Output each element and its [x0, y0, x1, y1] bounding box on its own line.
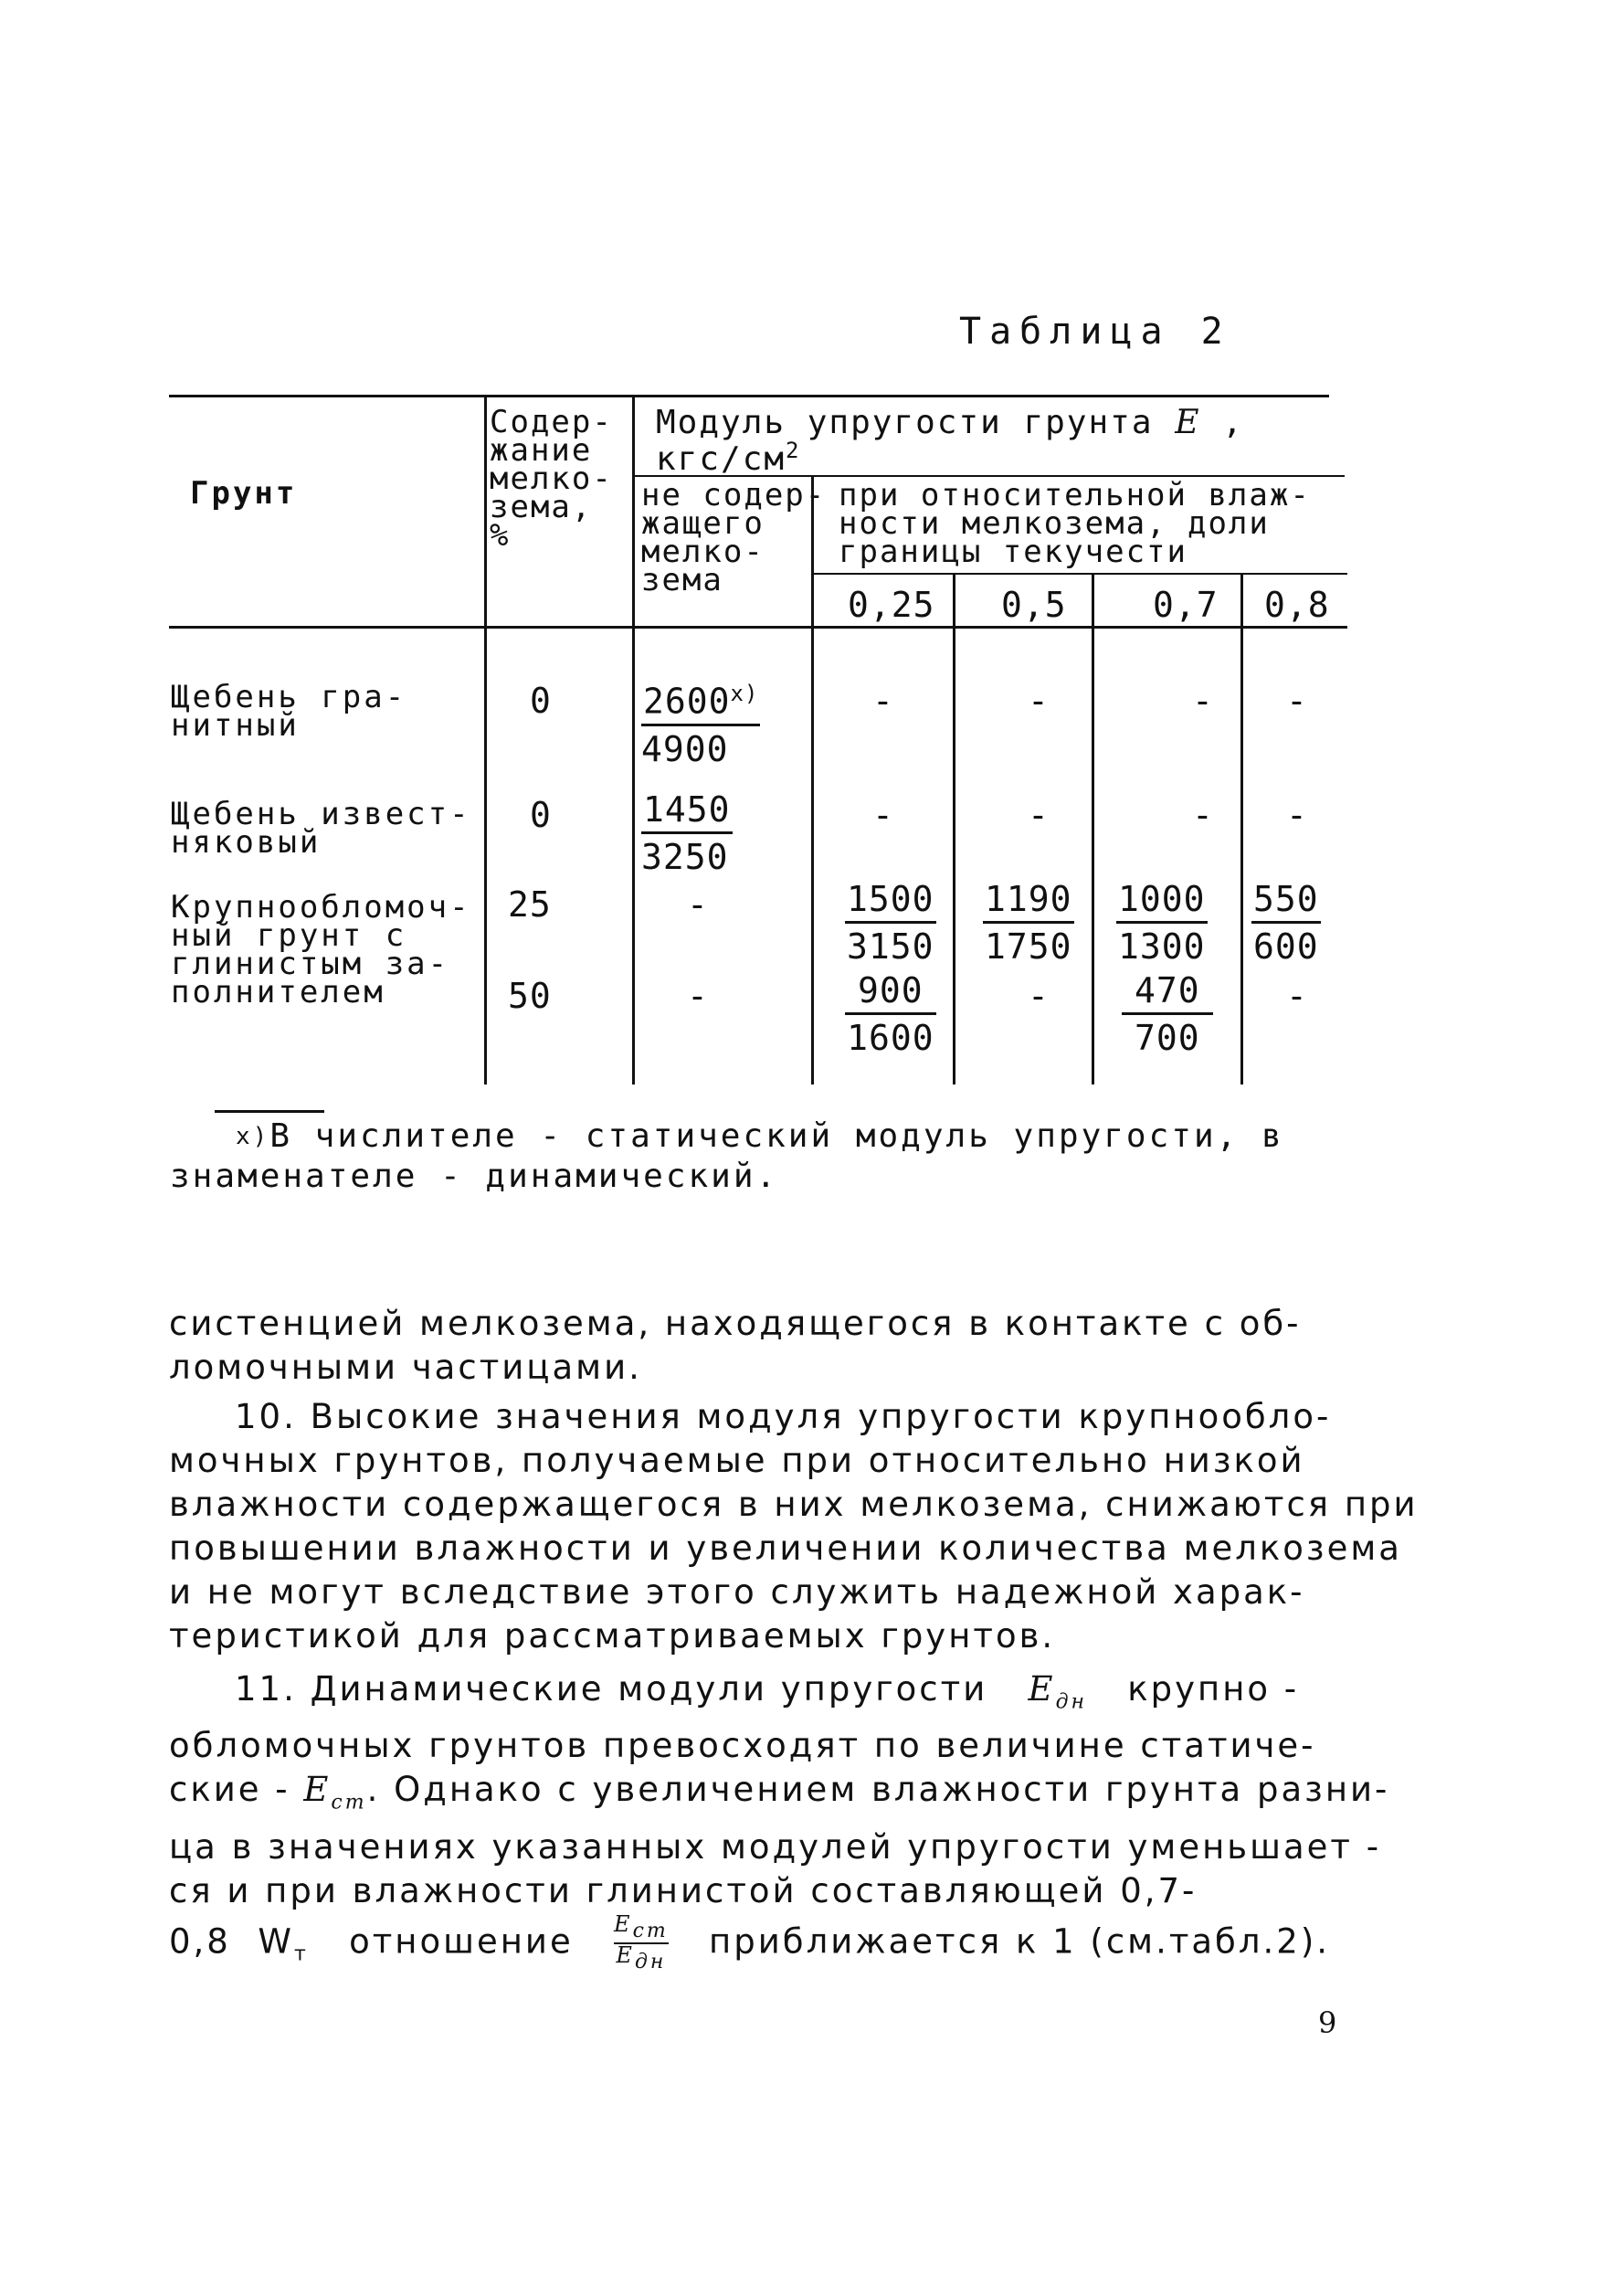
- row-coarse-50-v05: -: [1028, 976, 1050, 1016]
- row-granite-nofines: $\frac{2600^{x)}}{4900}$: [641, 672, 760, 772]
- row-coarse-25-v08: $\frac{550}{600}$: [1253, 879, 1319, 967]
- col-divider-1: [484, 395, 487, 1085]
- row-coarse-50-v08: -: [1286, 976, 1308, 1016]
- row-limestone-fines: 0: [530, 795, 552, 835]
- header-no-fines: не содер- жащего мелко- зема: [641, 477, 827, 598]
- row-limestone-v05: -: [1028, 795, 1050, 835]
- row-limestone-name: Щебень извест- няковый: [171, 796, 471, 861]
- row-limestone-nofines: $\frac{1450}{3250}$: [641, 789, 731, 877]
- footnote-rule: [215, 1110, 324, 1113]
- col-divider-5: [1092, 573, 1094, 1085]
- row-limestone-v025: -: [872, 795, 894, 835]
- row-limestone-v07: -: [1192, 795, 1214, 835]
- row-granite-v025: -: [872, 681, 894, 721]
- col-divider-4: [953, 573, 955, 1085]
- moisture-level-07: 0,7: [1153, 585, 1219, 625]
- row-coarse-name: Крупнообломоч- ный грунт с глинистым за- полнителем: [171, 889, 471, 1010]
- moisture-level-05: 0,5: [1001, 585, 1067, 625]
- moisture-level-025: 0,25: [848, 585, 935, 625]
- paragraph-11: 11. Динамические модули упругости $E_{дн}$ крупно - обломочных грунтов превосходят по величине статиче- ские - $E_{ст}$. Однако с увеличением влажности грунта разни- ца в значениях указанных модулей упругости уменьшает - ся и при влажности глинистой составляющей 0,7- 0,8 $W_т$ отношение $E_{ст}$ $E_{дн}$ приближается к 1 (см.табл.2).: [169, 1669, 1390, 1973]
- row-granite-v08: -: [1286, 681, 1308, 721]
- row-granite-v07: -: [1192, 681, 1214, 721]
- row-coarse-50-v025: $\frac{900}{1600}$: [845, 968, 936, 1061]
- row-coarse-25-nofines: -: [687, 884, 709, 925]
- header-bottom-rule: [169, 626, 1347, 629]
- header-soil: Грунт: [190, 475, 298, 512]
- row-granite-name: Щебень гра- нитный: [171, 679, 407, 744]
- table-top-rule: [169, 395, 1329, 397]
- row-granite-v05: -: [1028, 681, 1050, 721]
- header-moisture: при относительной влаж- ности мелкозема, доли границы текучести: [839, 477, 1311, 570]
- paragraph-continuation: систенцией мелкозема, находящегося в контакте с об- ломочными частицами.: [169, 1304, 1302, 1387]
- page-number: 9: [1318, 2005, 1337, 2040]
- row-coarse-25-v05: $\frac{1190}{1750}$: [985, 879, 1072, 967]
- row-coarse-50-nofines: -: [687, 976, 709, 1016]
- moisture-levels-rule: [813, 573, 1347, 575]
- row-granite-fines: 0: [530, 681, 552, 721]
- moisture-level-08: 0,8: [1264, 585, 1330, 625]
- row-coarse-25-v025: $\frac{1500}{3150}$: [847, 879, 934, 967]
- row-coarse-50-v07: $\frac{470}{700}$: [1122, 968, 1213, 1061]
- footnote: $^{x)}$В числителе - статический модуль упругости, в знаменателе - динамический.: [170, 1117, 1284, 1195]
- header-modulus: Модуль упругости грунта E , кгс/$см^2$: [656, 404, 1244, 478]
- paragraph-10: 10. Высокие значения модуля упругости крупнообло- мочных грунтов, получаемые при относительно низкой влажности содержащегося в них мелкозема, снижаются при повышении влажности и увеличении количества мелкозема и не могут вследствие этого служить надежной харак- теристикой для рассматриваемых грунтов.: [169, 1397, 1419, 1656]
- row-coarse-50-fines: 50: [508, 976, 552, 1016]
- header-fines: Содер- жание мелко- зема, %: [490, 404, 613, 554]
- row-coarse-25-v07: $\frac{1000}{1300}$: [1118, 879, 1206, 967]
- row-limestone-v08: -: [1286, 795, 1308, 835]
- col-divider-6: [1240, 573, 1243, 1085]
- ratio-fraction: $E_{ст}$ $E_{дн}$: [614, 1910, 669, 1973]
- table-title: Таблица 2: [959, 311, 1231, 353]
- col-divider-2: [632, 395, 635, 1085]
- row-coarse-25-fines: 25: [508, 884, 552, 925]
